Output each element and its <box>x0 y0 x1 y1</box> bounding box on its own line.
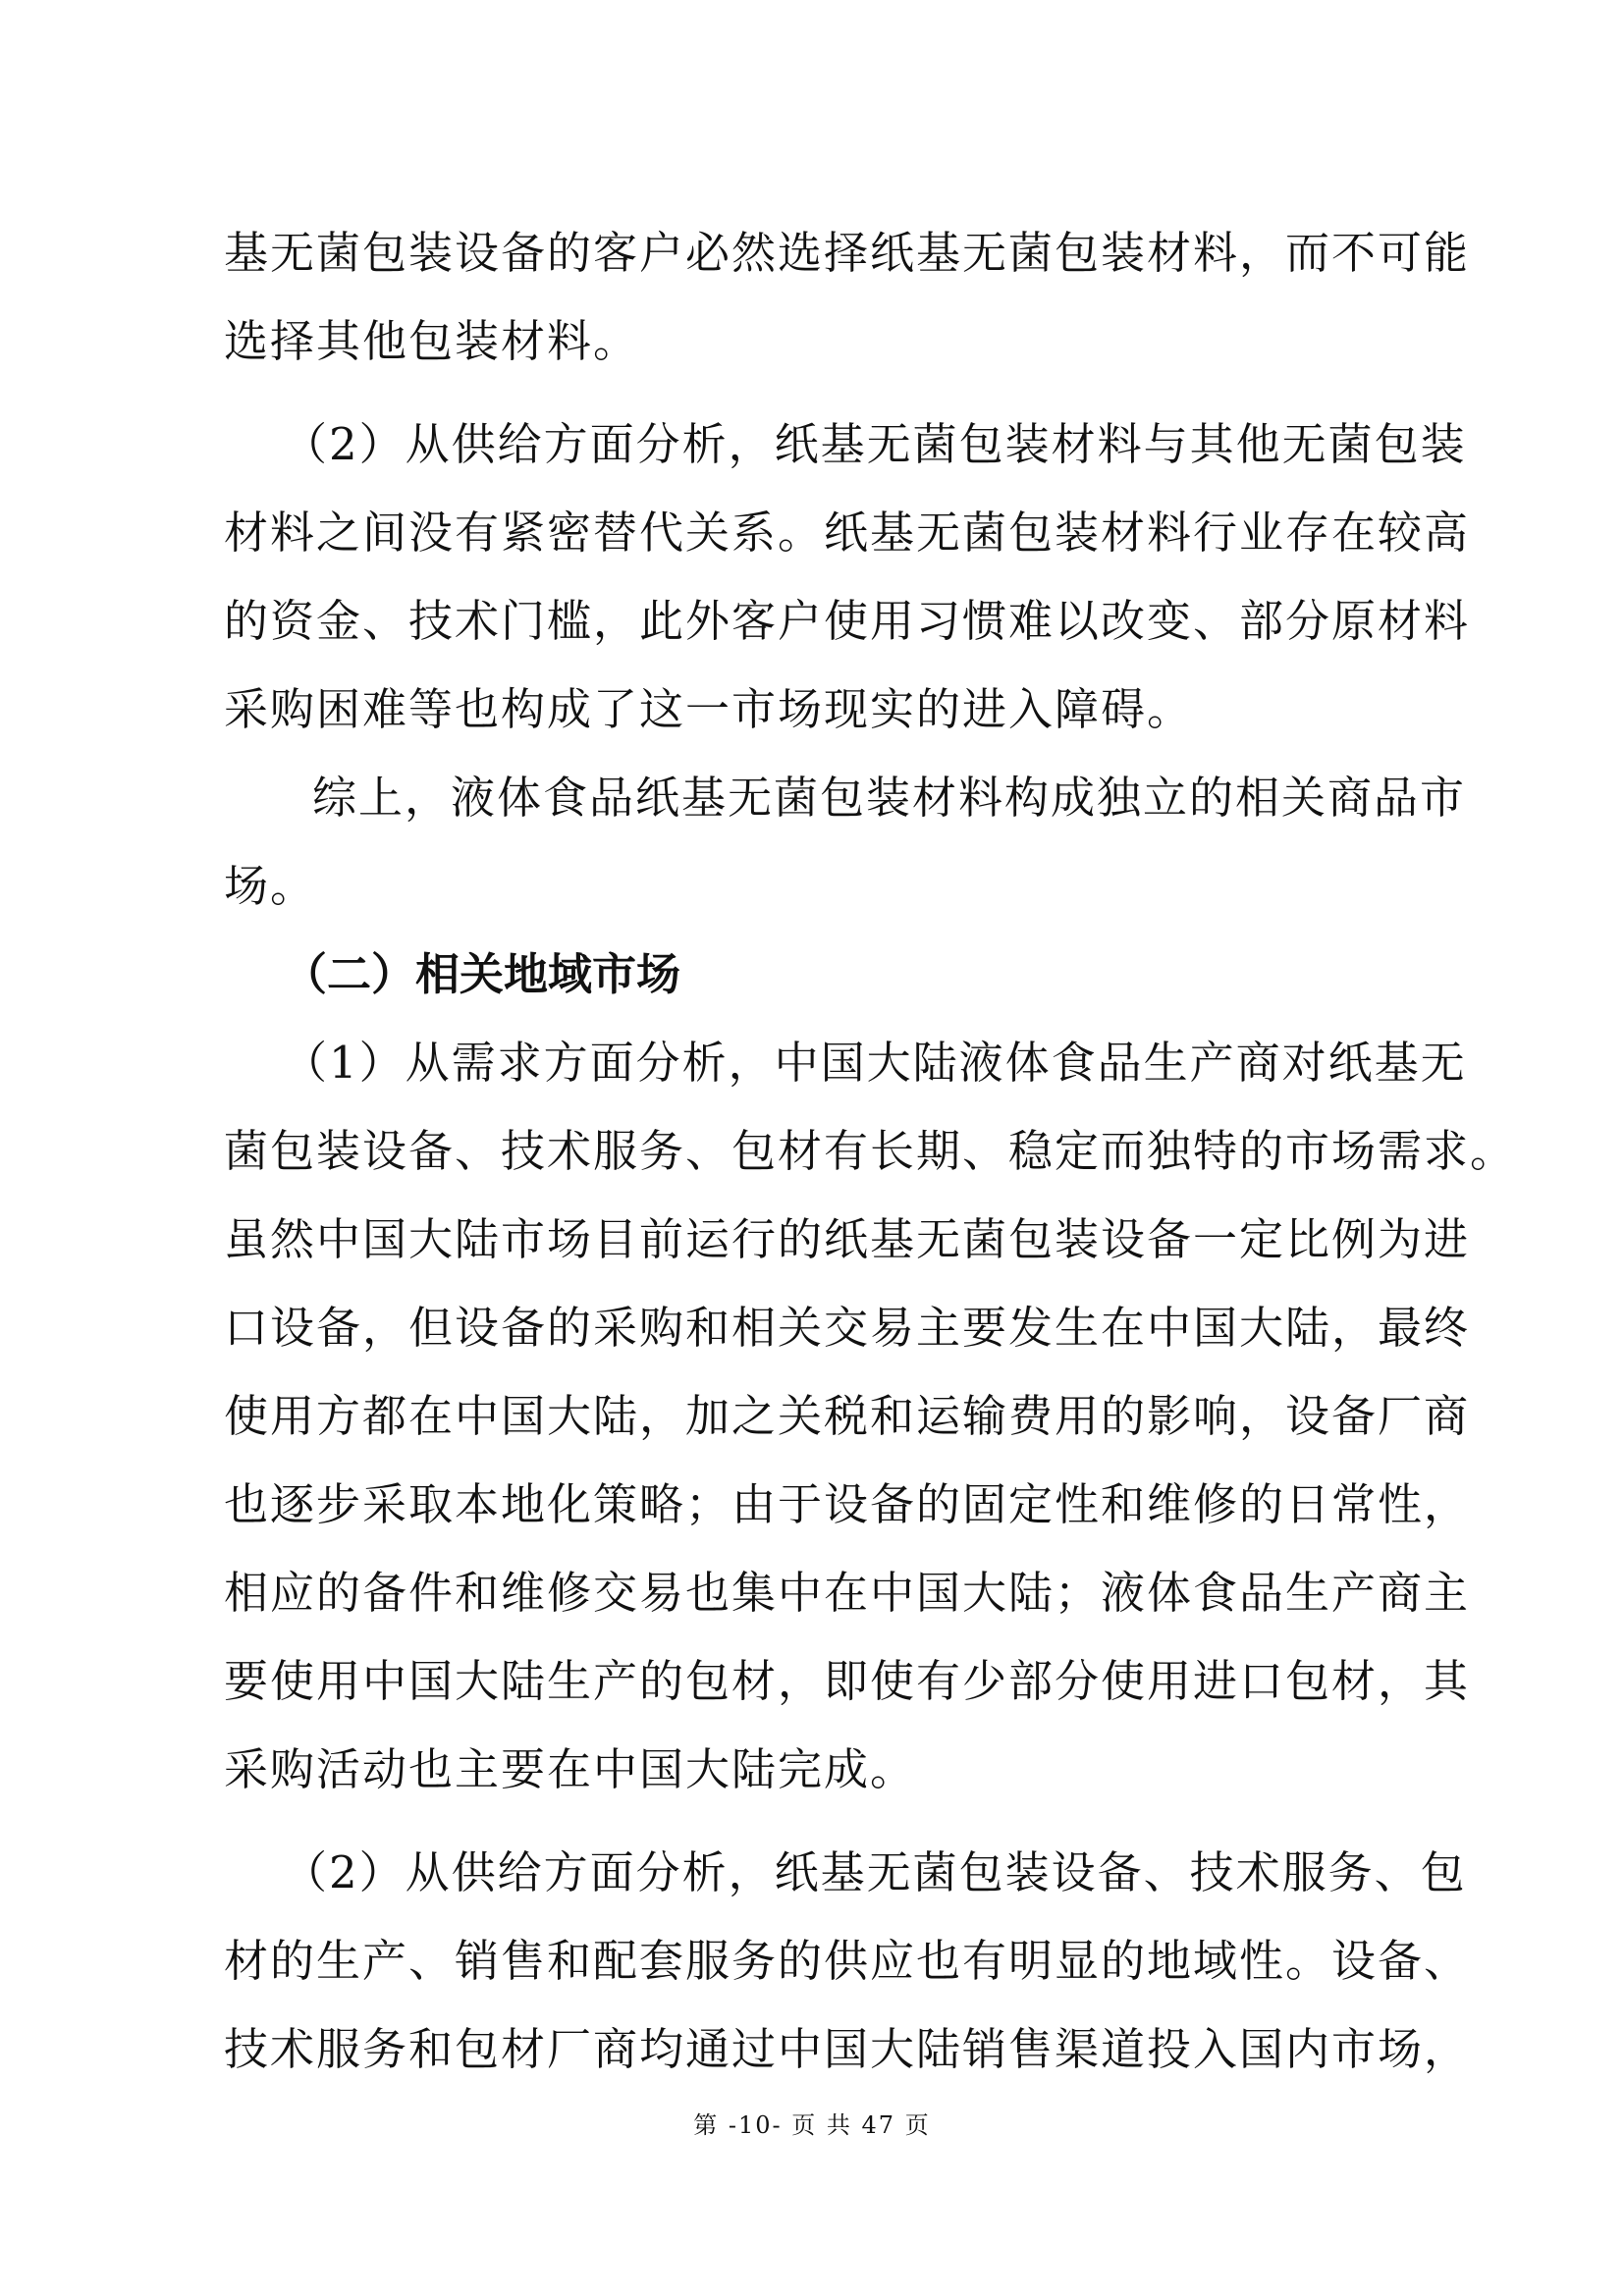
paragraph-line: 场。 <box>224 860 317 912</box>
paragraph-line: 菌包装设备、技术服务、包材有长期、稳定而独特的市场需求。 <box>224 1125 1517 1177</box>
paragraph-line: 综上，液体食品纸基无菌包装材料构成独立的相关商品市 <box>312 772 1467 824</box>
paragraph-line: 的资金、技术门槛，此外客户使用习惯难以改变、部分原材料 <box>224 595 1471 647</box>
paragraph-line: 口设备，但设备的采购和相关交易主要发生在中国大陆，最终 <box>224 1302 1471 1354</box>
paragraph-line: 材的生产、销售和配套服务的供应也有明显的地域性。设备、 <box>224 1935 1471 1987</box>
paragraph-line: （1）从需求方面分析，中国大陆液体食品生产商对纸基无 <box>283 1037 1467 1089</box>
paragraph-line: 技术服务和包材厂商均通过中国大陆销售渠道投入国内市场， <box>224 2023 1471 2075</box>
paragraph-line: 选择其他包装材料。 <box>224 315 640 367</box>
paragraph-line: 采购活动也主要在中国大陆完成。 <box>224 1743 917 1795</box>
paragraph-line: 采购困难等也构成了这一市场现实的进入障碍。 <box>224 683 1194 735</box>
paragraph-line: （2）从供给方面分析，纸基无菌包装设备、技术服务、包 <box>283 1846 1467 1898</box>
paragraph-line: 虽然中国大陆市场目前运行的纸基无菌包装设备一定比例为进 <box>224 1213 1471 1265</box>
paragraph-line: 基无菌包装设备的客户必然选择纸基无菌包装材料，而不可能 <box>224 227 1471 279</box>
paragraph-line: 也逐步采取本地化策略；由于设备的固定性和维修的日常性， <box>224 1478 1471 1530</box>
paragraph-line: 相应的备件和维修交易也集中在中国大陆；液体食品生产商主 <box>224 1567 1471 1619</box>
page-footer: 第 -10- 页 共 47 页 <box>693 2111 931 2139</box>
paragraph-line: 材料之间没有紧密替代关系。纸基无菌包装材料行业存在较高 <box>224 507 1471 559</box>
paragraph-line: （2）从供给方面分析，纸基无菌包装材料与其他无菌包装 <box>283 418 1467 470</box>
paragraph-line: 要使用中国大陆生产的包材，即使有少部分使用进口包材，其 <box>224 1655 1471 1707</box>
paragraph-line: 使用方都在中国大陆，加之关税和运输费用的影响，设备厂商 <box>224 1390 1471 1442</box>
section-heading: （二）相关地域市场 <box>283 948 681 1000</box>
